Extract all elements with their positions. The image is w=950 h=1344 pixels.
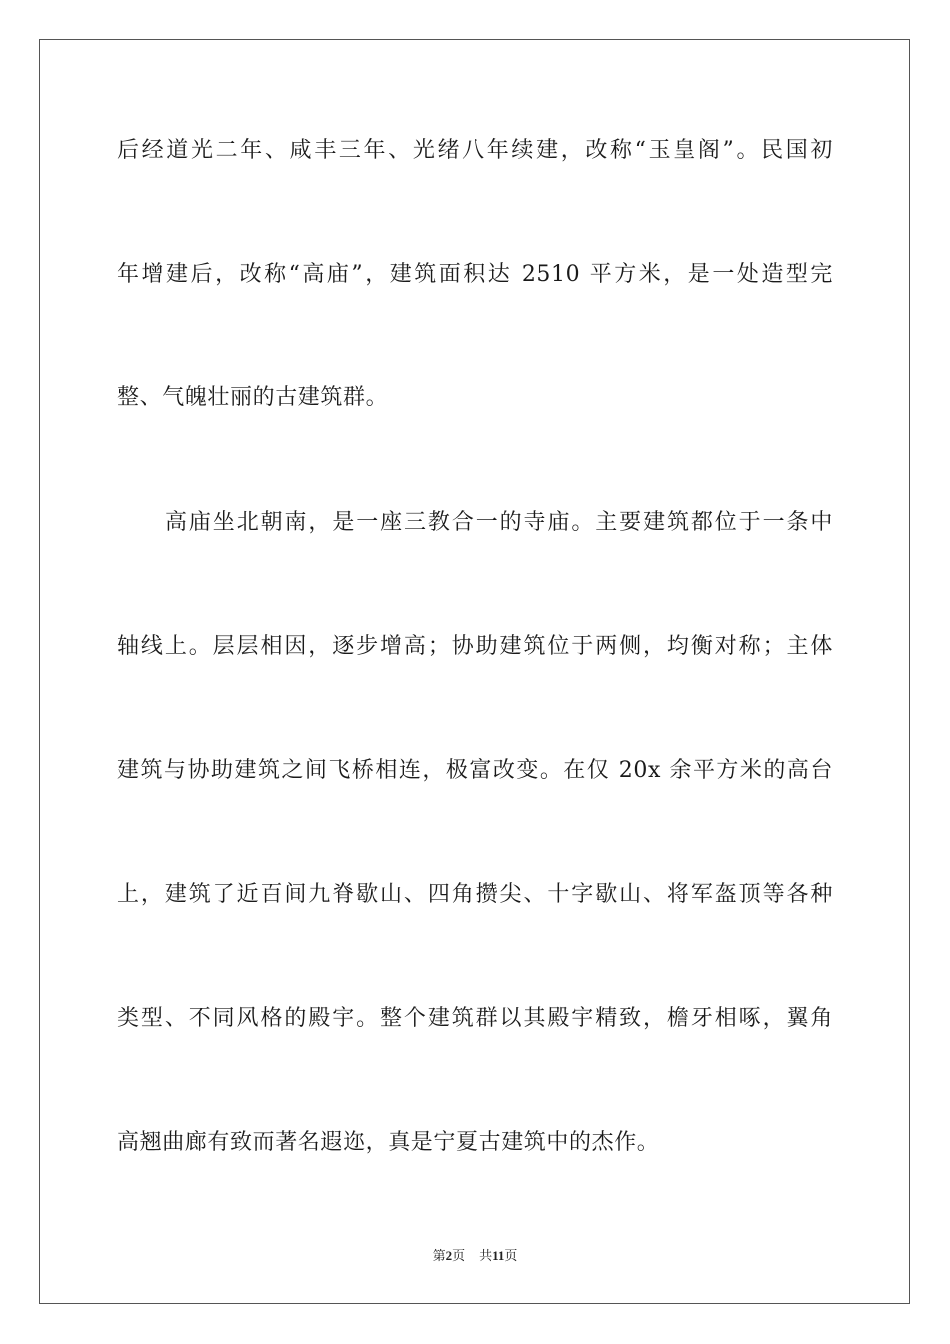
text-line: 上，建筑了近百间九脊歇山、四角攒尖、十字歇山、将军盔顶等各种 <box>117 882 833 907</box>
text-line: 整、气魄壮丽的古建筑群。 <box>117 385 389 410</box>
text-line: 后经道光二年、咸丰三年、光绪八年续建，改称“玉皇阁”。民国初 <box>117 138 833 163</box>
text-line: 轴线上。层层相因，逐步增高；协助建筑位于两侧，均衡对称；主体 <box>117 634 833 659</box>
text-line: 年增建后，改称“高庙”，建筑面积达 2510 平方米，是一处造型完 <box>117 262 833 287</box>
page-prefix: 第 <box>432 1249 446 1264</box>
page-footer <box>0 1247 950 1266</box>
total-suffix: 页 <box>504 1249 518 1264</box>
page-current-number: 2 <box>445 1248 453 1263</box>
paragraph-first-line: 高庙坐北朝南，是一座三教合一的寺庙。主要建筑都位于一条中 <box>165 510 833 535</box>
page-suffix: 页 <box>452 1249 466 1264</box>
text-line: 建筑与协助建筑之间飞桥相连，极富改变。在仅 20x 余平方米的高台 <box>117 758 833 783</box>
text-line: 类型、不同风格的殿宇。整个建筑群以其殿宇精致，檐牙相啄，翼角 <box>117 1006 833 1031</box>
page-total-number: 11 <box>492 1248 505 1263</box>
text-line: 高翘曲廊有致而著名遐迩，真是宁夏古建筑中的杰作。 <box>117 1130 660 1155</box>
page-border <box>39 39 910 1304</box>
total-prefix: 共 <box>479 1249 493 1264</box>
